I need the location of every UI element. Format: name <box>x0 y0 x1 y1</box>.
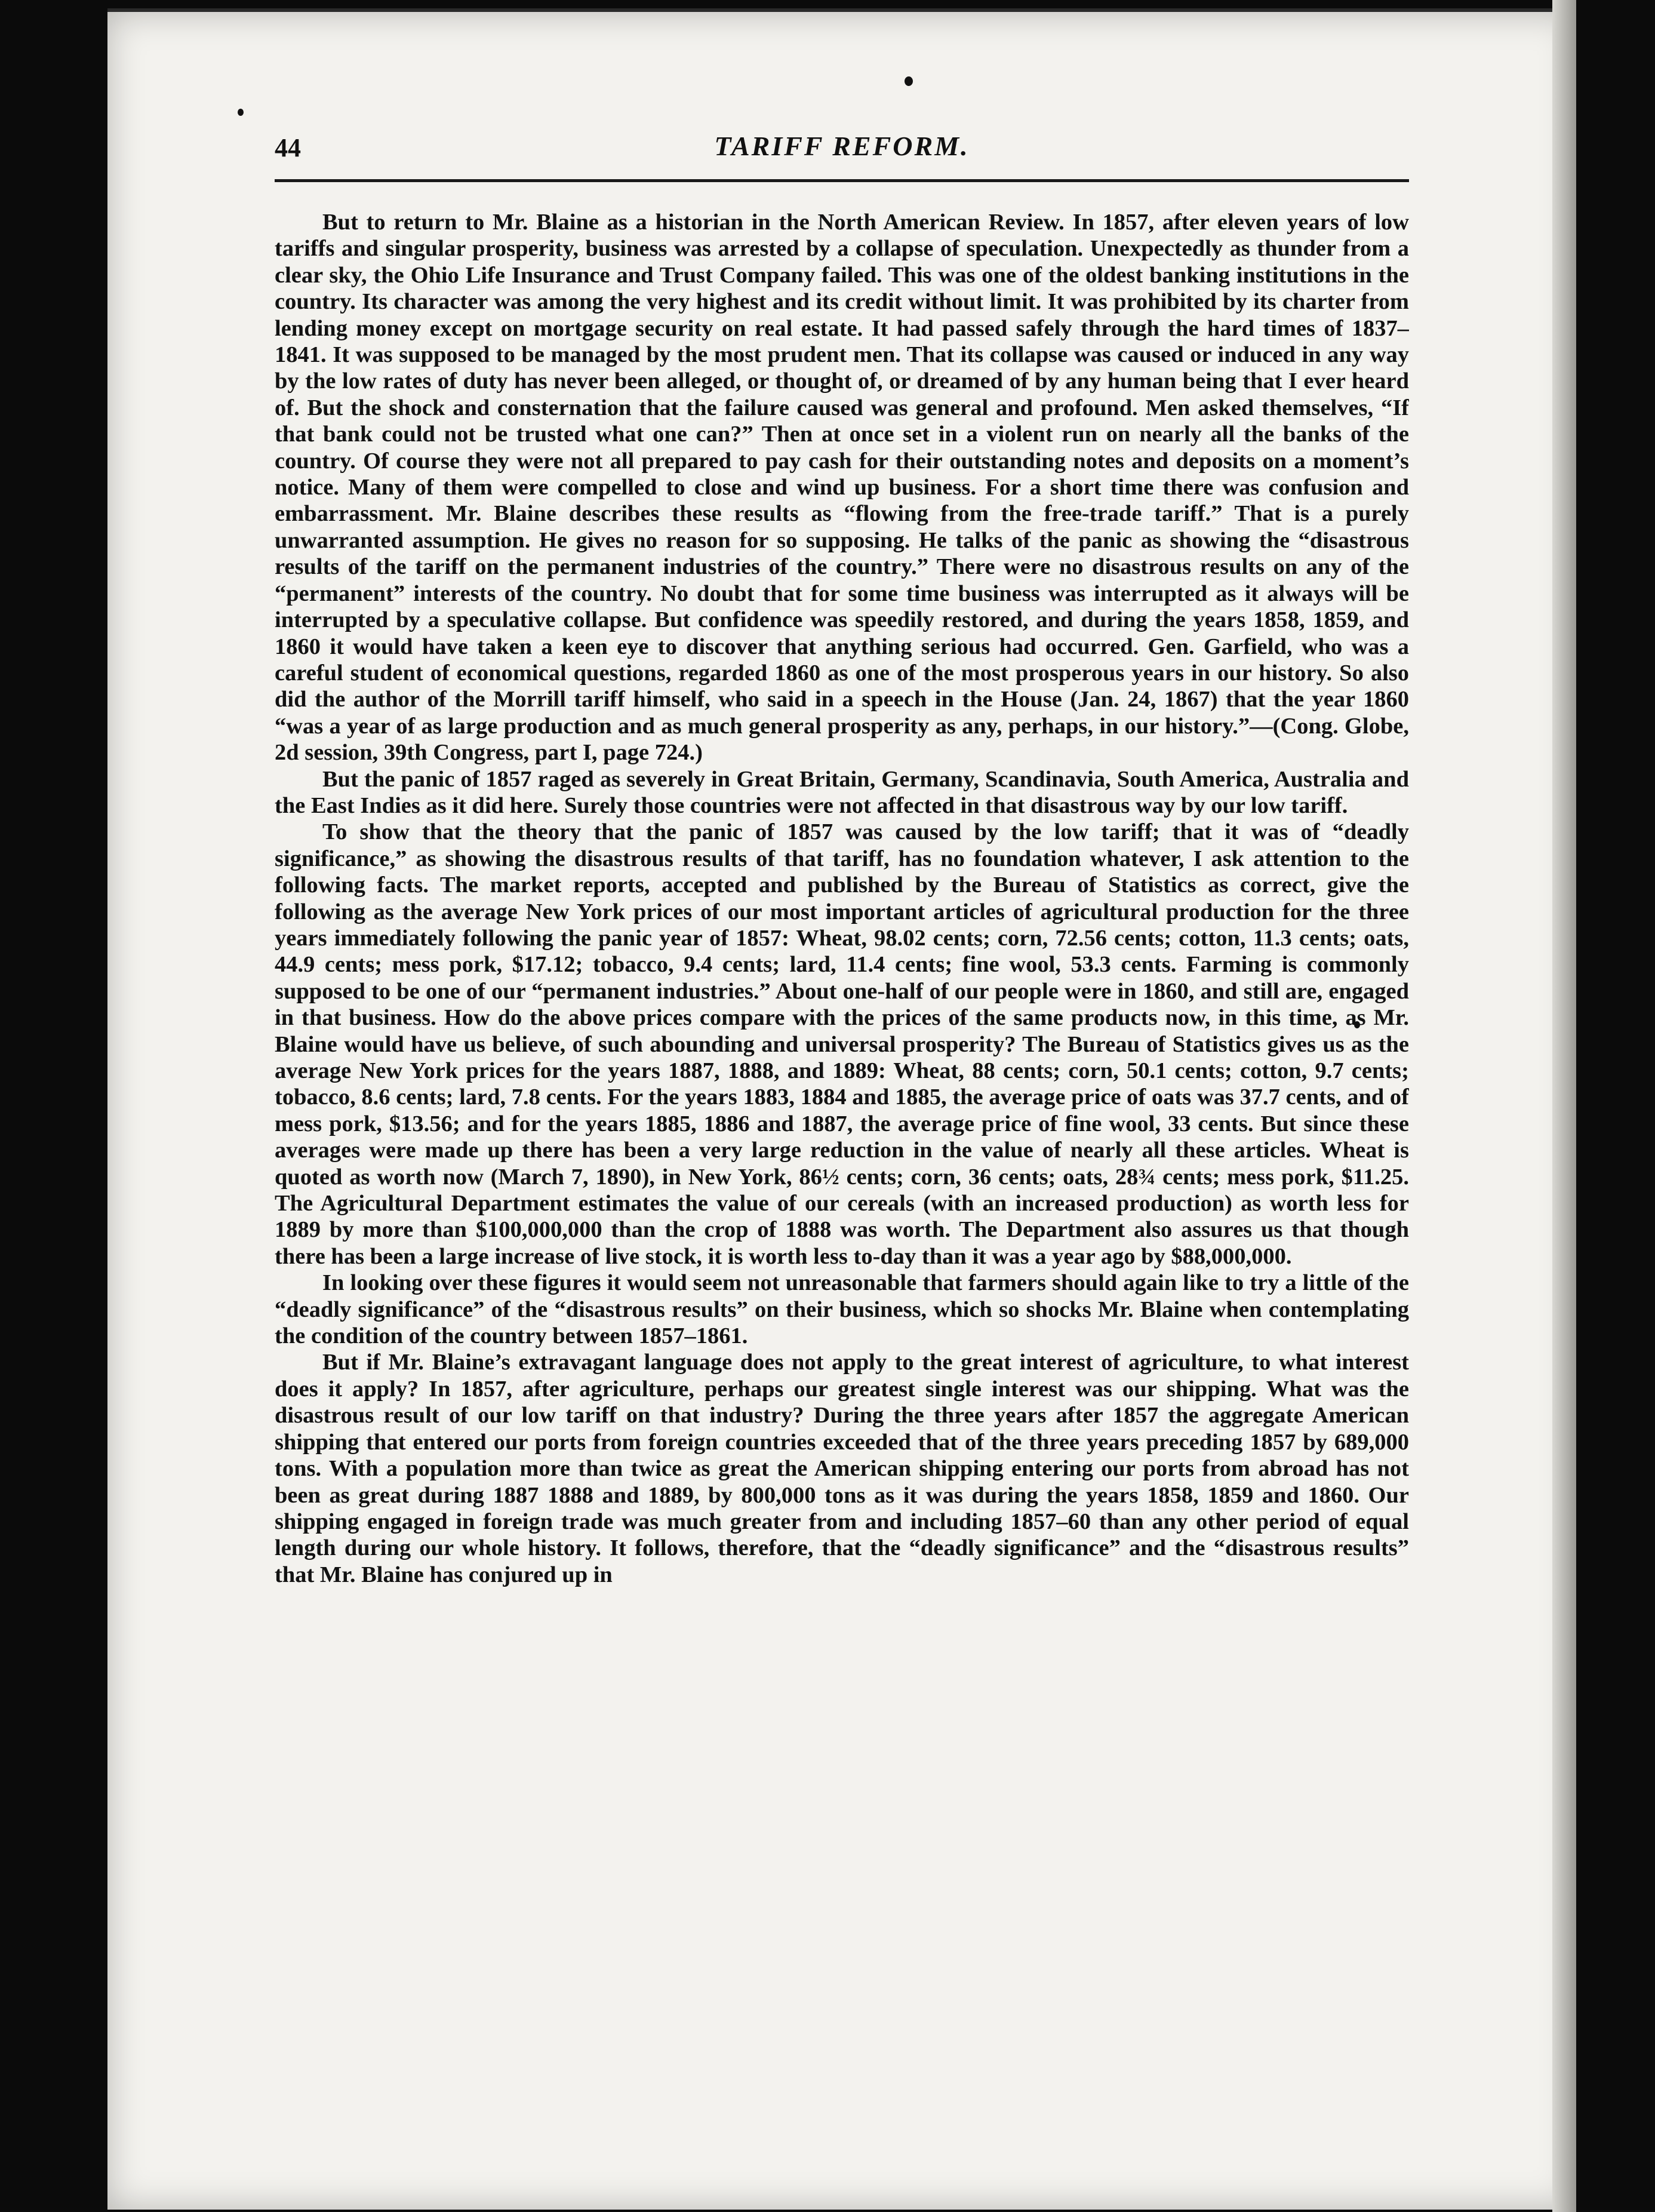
running-title: TARIFF REFORM. <box>714 131 970 161</box>
paragraph: But to return to Mr. Blaine as a historian in the North American Review. In 1857, after eleven years of low tariffs and singular prosperity, business was arrested by a collapse of speculation. Unexpectedly as thunder from a clear sky, the Ohio Life Insurance and Trust Company failed. This was one of the oldest banking institutions in the country. Its character was among the very highest and its credit without limit. It was prohibited by its charter from lending money except on mortgage security on real estate. It had passed safely through the hard times of 1837–1841. It was supposed to be managed by the most prudent men. That its collapse was caused or induced in any way by the low rates of duty has never been alleged, or thought of, or dreamed of by any human being that I ever heard of. But the shock and consternation that the failure caused was general and profound. Men asked themselves, “If that bank could not be trusted what one can?” Then at once set in a violent run on nearly all the banks of the country. Of course they were not all prepared to pay cash for their outstanding notes and deposits on a moment’s notice. Many of them were compelled to close and wind up business. For a short time there was confusion and embarrassment. Mr. Blaine describes these results as “flowing from the free-trade tariff.” That is a purely unwarranted assumption. He gives no reason for so supposing. He talks of the panic as showing the “disastrous results of the tariff on the permanent industries of the country.” There were no disastrous results on any of the “permanent” interests of the country. No doubt that for some time business was interrupted as it always will be interrupted by a speculative collapse. But confidence was speedily restored, and during the years 1858, 1859, and 1860 it would have taken a keen eye to discover that anything serious had occurred. Gen. Garfield, who was a careful student of economical questions, regarded 1860 as one of the most prosperous years in our history. So also did the author of the Morrill tariff himself, who said in a speech in the House (Jan. 24, 1867) that the year 1860 “was a year of as large production and as much general prosperity as any, perhaps, in our history.”—(Cong. Globe, 2d session, 39th Congress, part I, page 724.) <box>275 210 1409 766</box>
paragraph: But the panic of 1857 raged as severely in Great Britain, Germany, Scandinavia, South America, Australia and the East Indies as it did here. Surely those countries were not affected in that disastrous way by our low tariff. <box>275 766 1409 818</box>
ink-speck <box>238 109 244 116</box>
body-text <box>275 209 1409 2198</box>
paragraph: To show that the theory that the panic of 1857 was caused by the low tariff; that it was of “deadly significance,” as showing the disastrous results of that tariff, has no foundation whatever, I ask attention to the following facts. The market reports, accepted and published by the Bureau of Statistics as correct, give the following as the average New York prices of our most important articles of agricultural production for the three years immediately following the panic year of 1857: Wheat, 98.02 cents; corn, 72.56 cents; cotton, 11.3 cents; oats, 44.9 cents; mess pork, $17.12; tobacco, 9.4 cents; lard, 11.4 cents; fine wool, 53.3 cents. Farming is commonly supposed to be one of our “permanent industries.” About one-half of our people were in 1860, and still are, engaged in that business. How do the above prices compare with the prices of the same products now, in this time, as Mr. Blaine would have us believe, of such abounding and universal prosperity? The Bureau of Statistics gives us as the average New York prices for the years 1887, 1888, and 1889: Wheat, 88 cents; corn, 50.1 cents; cotton, 9.7 cents; tobacco, 8.6 cents; lard, 7.8 cents. For the years 1883, 1884 and 1885, the average price of oats was 37.7 cents, and of mess pork, $13.56; and for the years 1885, 1886 and 1887, the average price of fine wool, 33 cents. But since these averages were made up there has been a very large reduction in the value of nearly all these articles. Wheat is quoted as worth now (March 7, 1890), in New York, 86½ cents; corn, 36 cents; oats, 28¾ cents; mess pork, $11.25. The Agricultural Department estimates the value of our cereals (with an increased production) as worth less for 1889 by more than $100,000,000 than the crop of 1888 was worth. The Department also assures us that though there has been a large increase of live stock, it is worth less to-day than it was a year ago by $88,000,000. <box>275 819 1409 1269</box>
header-rule <box>275 179 1409 182</box>
page-header <box>275 125 1409 179</box>
paragraph: In looking over these figures it would seem not unreasonable that farmers should again like to try a little of the “deadly significance” of the “disastrous results” on their business, which so shocks Mr. Blaine when contemplating the condition of the country between 1857–1861. <box>275 1270 1409 1349</box>
paragraph: But if Mr. Blaine’s extravagant language does not apply to the great interest of agriculture, to what interest does it apply? In 1857, after agriculture, perhaps our greatest single interest was our shipping. What was the disastrous result of our low tariff on that industry? During the three years after 1857 the aggregate American shipping that entered our ports from foreign countries exceeded that of the three years preceding 1857 by 689,000 tons. With a population more than twice as great the American shipping entering our ports from abroad has not been as great during 1887 1888 and 1889, by 800,000 tons as it was during the years 1858, 1859 and 1860. Our shipping engaged in foreign trade was much greater from and including 1857–60 than any other period of equal length during our whole history. It follows, therefore, that the “deadly significance” and the “disastrous results” that Mr. Blaine has conjured up in <box>275 1350 1409 1587</box>
ink-speck <box>905 76 913 86</box>
page-right-edge <box>1552 0 1576 2212</box>
page-number: 44 <box>275 133 301 162</box>
